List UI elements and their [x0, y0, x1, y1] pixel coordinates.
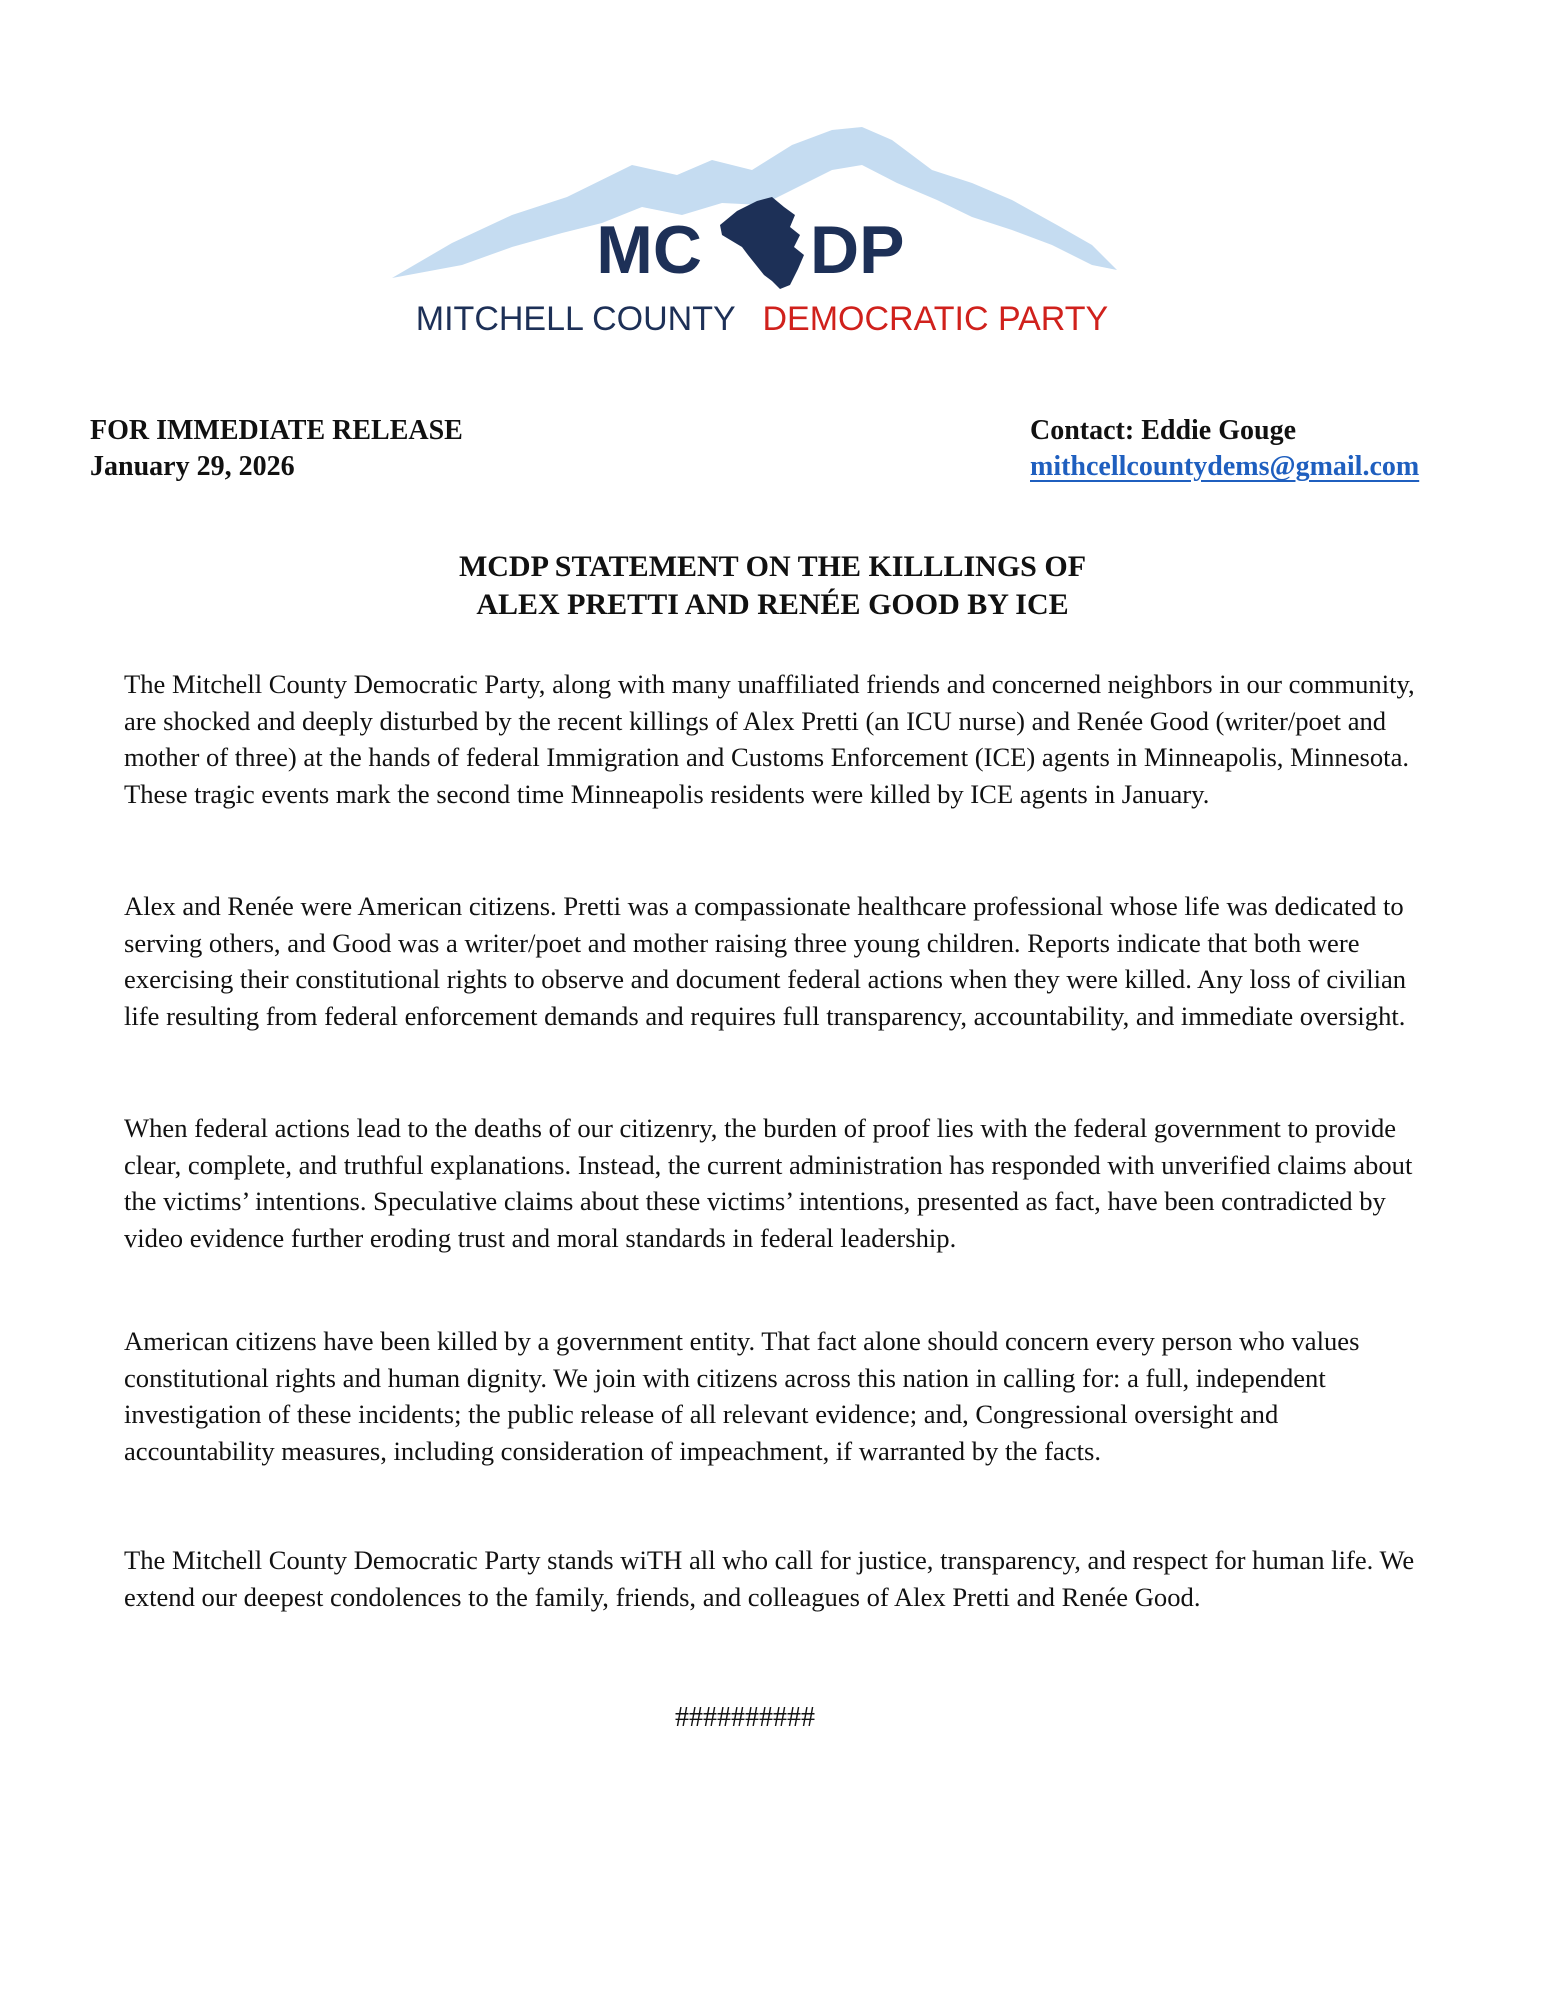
headline-line-1: MCDP STATEMENT ON THE KILLLINGS OF	[458, 550, 1087, 583]
county-silhouette-icon	[720, 197, 804, 289]
logo-abbrev-dp: DP	[810, 212, 905, 288]
release-label: FOR IMMEDIATE RELEASE	[90, 415, 463, 446]
body-paragraph: The Mitchell County Democratic Party, along with many unaffiliated friends and concerned neighbors in our community, are shocked and deeply disturbed by the recent killings of Alex Pretti (an ICU nurse) and Renée Good (writer/poet and mother of three) at the hands of federal Immigration and Customs Enforcement (ICE) agents in Minneapolis, Minnesota. These tragic events mark the second time Minneapolis residents were killed by ICE agents in January.	[124, 669, 1415, 809]
statement-headline	[0, 548, 1545, 624]
body-paragraph: American citizens have been killed by a government entity. That fact alone should concern every person who values constitutional rights and human dignity. We join with citizens across this nation in calling for: a full, independent investigation of these incidents; the public release of all relevant evidence; and, Congressional oversight and accountability measures, including consideration of impeachment, if warranted by the facts.	[124, 1326, 1360, 1466]
release-date: January 29, 2026	[90, 451, 295, 482]
logo-name-part1: MITCHELL COUNTY	[415, 300, 736, 338]
release-header	[90, 413, 463, 485]
body-paragraph: When federal actions lead to the deaths of our citizenry, the burden of proof lies with the federal government to provide clear, complete, and truthful explanations. Instead, the current administration has responded with unverified claims about the victims’ intentions. Speculative claims about these victims’ intentions, presented as fact, have been contradicted by video evidence further eroding trust and moral standards in federal leadership.	[124, 1113, 1413, 1253]
body-paragraph: Alex and Renée were American citizens. Pretti was a compassionate healthcare professional whose life was dedicated to serving others, and Good was a writer/poet and mother raising three young children. Reports indicate that both were exercising their constitutional rights to observe and document federal actions when they were killed. Any loss of civilian life resulting from federal enforcement demands and requires full transparency, accountability, and immediate oversight.	[124, 891, 1407, 1031]
headline-line-2: ALEX PRETTI AND RENÉE GOOD BY ICE	[476, 588, 1069, 621]
end-marks: ##########	[675, 1702, 815, 1733]
mcdp-logo	[392, 125, 1132, 350]
logo-abbrev-mc: MC	[596, 212, 702, 288]
contact-email-link[interactable]: mithcellcountydems@gmail.com	[1030, 451, 1420, 482]
body-paragraph: The Mitchell County Democratic Party stands wiTH all who call for justice, transparency, and respect for human life. We extend our deepest condolences to the family, friends, and colleagues of Alex Pretti and Renée Good.	[124, 1545, 1415, 1612]
logo-name-line	[416, 300, 1108, 338]
contact-header	[1030, 413, 1419, 485]
logo-name-part2: DEMOCRATIC PARTY	[762, 300, 1109, 338]
contact-name: Contact: Eddie Gouge	[1030, 415, 1296, 446]
